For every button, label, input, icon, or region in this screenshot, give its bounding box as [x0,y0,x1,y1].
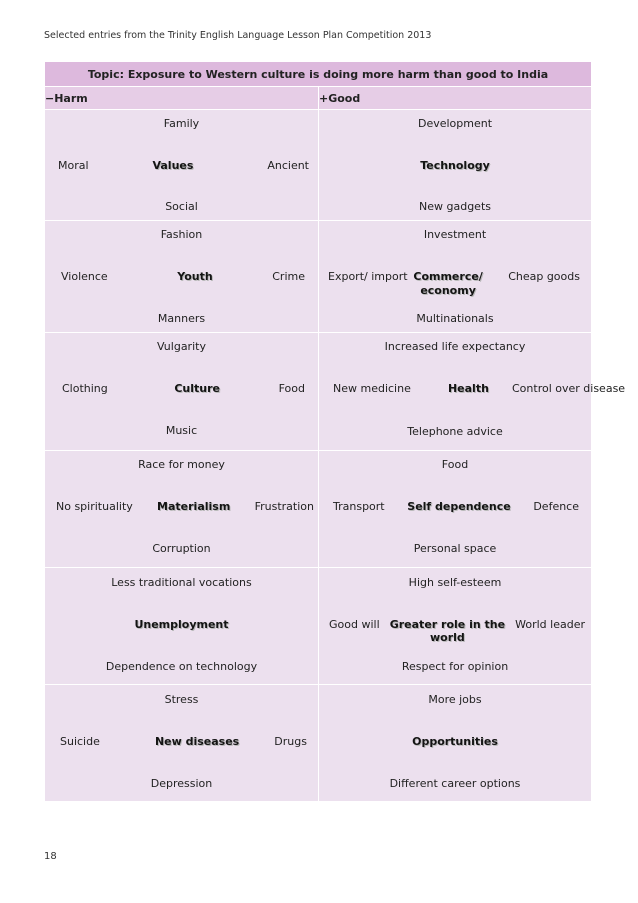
table-row [45,451,592,568]
harm-top-word: Family [163,117,200,130]
harm-bottom-word: Manners [157,312,206,325]
good-left-word: New medicine [333,382,411,395]
harm-left-word: Violence [61,270,108,283]
harm-top-word: Less traditional vocations [111,576,252,589]
good-top-word: High self-esteem [408,576,502,589]
good-central-concept: Self dependence [407,500,511,513]
good-central-concept: Commerce/ economy [413,270,483,297]
harm-cell [45,333,319,451]
harm-central-concept: Youth [177,270,213,283]
good-top-word: Investment [423,228,487,241]
harm-good-table [44,61,626,802]
harm-left-word: Clothing [62,382,108,395]
harm-cell [45,568,319,685]
table-row [45,110,592,221]
harm-central-concept: Values [152,159,194,172]
harm-top-word: Race for money [138,458,225,471]
good-right-word: World leader [515,618,585,631]
good-right-word: Defence [533,500,579,513]
column-headers [45,87,592,110]
good-central-concept: Health [447,382,489,395]
good-right-word: Cheap goods [508,270,580,283]
good-top-word: Increased life expectancy [384,340,526,353]
good-bottom-word: Multinationals [416,312,494,325]
table-row [45,568,592,685]
harm-left-word: Moral [58,159,89,172]
harm-top-word: Stress [164,693,199,706]
good-cell [319,568,592,685]
good-bottom-word: Different career options [389,777,521,790]
table-row [45,685,592,802]
harm-right-word: Drugs [274,735,307,748]
good-bottom-word: New gadgets [419,200,491,213]
page-number: 18 [44,851,57,862]
harm-top-word: Fashion [160,228,203,241]
good-cell [319,221,592,333]
harm-bottom-word: Music [165,424,198,437]
harm-bottom-word: Depression [150,777,213,790]
harm-cell [45,451,319,568]
good-right-word: Control over disease [512,382,626,395]
table-row [45,333,592,451]
harm-central-concept: Materialism [157,500,231,513]
good-column-header: +Good [319,87,592,110]
good-central-concept: Opportunities [412,735,498,748]
table-row [45,221,592,333]
harm-bottom-word: Dependence on technology [105,660,258,673]
harm-bottom-word: Social [165,200,198,213]
topic-row [45,62,592,87]
harm-cell [45,221,319,333]
good-top-word: Development [417,117,493,130]
good-central-concept: Technology [420,159,490,172]
harm-central-concept: Unemployment [134,618,229,631]
good-cell [319,333,626,451]
harm-right-word: Frustration [254,500,314,513]
good-left-word: Export/ import [328,270,408,283]
good-top-word: More jobs [428,693,482,706]
good-bottom-word: Respect for opinion [401,660,509,673]
good-left-word: Good will [329,618,380,631]
harm-cell [45,685,319,802]
good-cell [319,451,592,568]
harm-bottom-word: Corruption [152,542,211,555]
harm-right-word: Food [278,382,305,395]
harm-top-word: Vulgarity [157,340,206,353]
topic-heading: Topic: Exposure to Western culture is doing more harm than good to India [45,62,592,87]
harm-left-word: No spirituality [56,500,133,513]
good-bottom-word: Personal space [413,542,497,555]
harm-left-word: Suicide [60,735,100,748]
harm-central-concept: New diseases [154,735,240,748]
harm-central-concept: Culture [174,382,221,395]
good-top-word: Food [441,458,469,471]
harm-cell [45,110,319,221]
harm-column-header: −Harm [45,87,319,110]
running-header: Selected entries from the Trinity English Language Lesson Plan Competition 2013 [44,30,432,41]
good-cell [319,685,592,802]
good-left-word: Transport [333,500,385,513]
harm-right-word: Crime [272,270,305,283]
good-cell [319,110,592,221]
good-bottom-word: Telephone advice [407,425,503,438]
harm-right-word: Ancient [267,159,309,172]
good-central-concept: Greater role in the world [389,618,506,644]
